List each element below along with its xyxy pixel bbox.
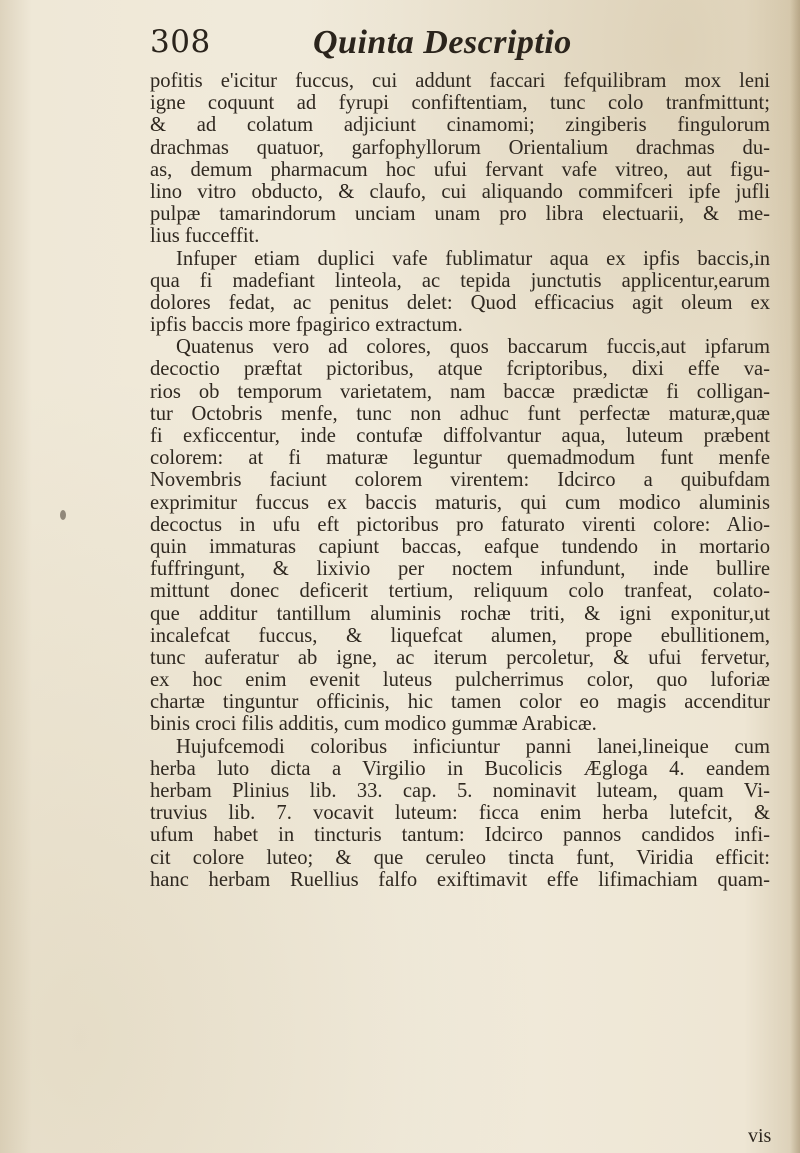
text-line: rios ob temporum varietatem, nam baccæ prædictæ fi colligan- <box>150 380 770 403</box>
text-line: qua fi madefiant linteola, ac tepida junctutis applicentur,earum <box>150 269 770 292</box>
text-line: igne coquunt ad fyrupi confiftentiam, tunc colo tranfmittunt; <box>150 92 770 115</box>
text-line: hanc herbam Ruellius falfo exiftimavit effe lifimachiam quam- <box>150 868 770 891</box>
text-line: tur Octobris menfe, tunc non adhuc funt perfectæ maturæ,quæ <box>150 402 770 425</box>
text-line: tunc auferatur ab igne, ac iterum percoletur, & ufui fervetur, <box>150 646 770 669</box>
text-line: dolores fedat, ac penitus delet: Quod efficacius agit oleum ex <box>150 291 770 314</box>
text-line: cit colore luteo; & que ceruleo tincta funt, Viridia efficit: <box>150 846 770 869</box>
text-line: ipfis baccis more fpagirico extractum. <box>150 314 463 337</box>
body-text <box>150 70 770 891</box>
text-line: quin immaturas capiunt baccas, eafque tundendo in mortario <box>150 535 770 558</box>
text-line: exprimitur fuccus ex baccis maturis, qui cum modico aluminis <box>150 491 770 514</box>
text-line: decoctus in ufu eft pictoribus pro faturato virenti colore: Alio- <box>150 513 770 536</box>
text-line: que additur tantillum aluminis rochæ triti, & igni exponitur,ut <box>150 602 770 625</box>
text-line: binis croci filis additis, cum modico gummæ Arabicæ. <box>150 713 597 736</box>
text-line: lino vitro obducto, & claufo, cui aliquando commifceri ipfe jufli <box>150 180 770 203</box>
text-line: incalefcat fuccus, & liquefcat alumen, prope ebullitionem, <box>150 624 770 647</box>
text-line: Novembris faciunt colorem virentem: Idcirco a quibufdam <box>150 469 770 492</box>
text-line: chartæ tinguntur officinis, hic tamen color eo magis accenditur <box>150 691 770 714</box>
text-line: pulpæ tamarindorum unciam unam pro libra electuarii, & me- <box>150 203 770 226</box>
text-line: pofitis e'icitur fuccus, cui addunt faccari fefquilibram mox leni <box>150 70 770 92</box>
text-line: ex hoc enim evenit luteus pulcherrimus color, quo luforiæ <box>150 669 770 692</box>
catchword: vis <box>748 1125 772 1147</box>
text-line: fuffringunt, & lixivio per noctem infundunt, inde bullire <box>150 558 770 581</box>
text-line: herba luto dicta a Virgilio in Bucolicis Ægloga 4. eandem <box>150 757 770 780</box>
page-edge-shadow <box>790 0 800 1153</box>
text-line: Quatenus vero ad colores, quos baccarum fuccis,aut ipfarum <box>176 336 770 359</box>
text-line: mittunt donec deficerit tertium, reliquum colo tranfeat, colato- <box>150 580 770 603</box>
running-title: Quinta Descriptio <box>313 24 572 61</box>
text-line: ufum habet in tincturis tantum: Idcirco pannos candidos infi- <box>150 824 770 847</box>
ink-stain <box>60 510 66 520</box>
text-line: drachmas quatuor, garfophyllorum Orientalium drachmas du- <box>150 136 770 159</box>
text-line: decoctio præftat pictoribus, atque fcriptoribus, dixi effe va- <box>150 358 770 381</box>
page-number: 308 <box>150 24 211 60</box>
text-line: lius fucceffit. <box>150 225 260 248</box>
text-line: as, demum pharmacum hoc ufui fervant vafe vitreo, aut figu- <box>150 158 770 181</box>
text-line: & ad colatum adjiciunt cinamomi; zingiberis fingulorum <box>150 114 770 137</box>
page-header <box>150 20 620 68</box>
text-line: Hujufcemodi coloribus inficiuntur panni lanei,lineique cum <box>176 735 770 758</box>
text-line: Infuper etiam duplici vafe fublimatur aqua ex ipfis baccis,in <box>176 247 770 270</box>
text-line: fi exficcentur, inde contufæ diffolvantur aqua, luteum præbent <box>150 425 770 447</box>
text-line: colorem: at fi maturæ leguntur quemadmodum funt menfe <box>150 447 770 470</box>
text-line: herbam Plinius lib. 33. cap. 5. nominavit luteam, quam Vi- <box>150 780 770 802</box>
text-line: truvius lib. 7. vocavit luteum: ficca enim herba lutefcit, & <box>150 802 770 825</box>
